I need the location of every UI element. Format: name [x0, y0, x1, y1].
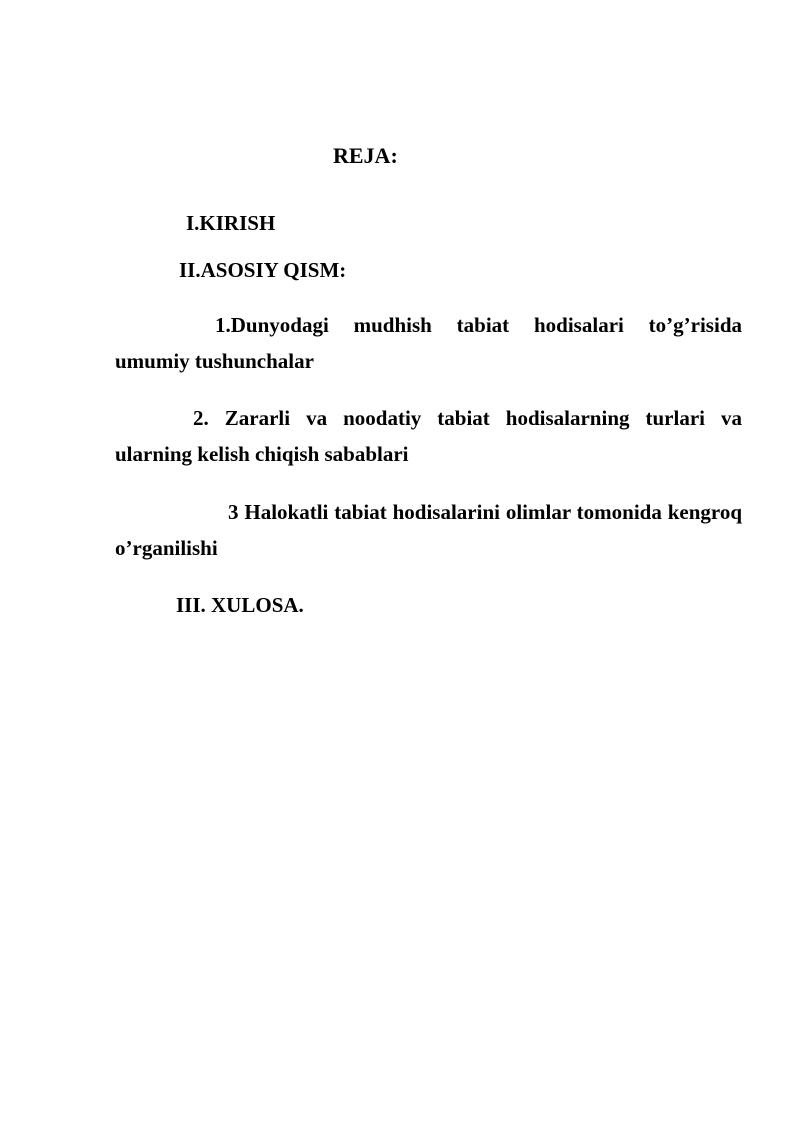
section-main: II.ASOSIY QISM:: [179, 258, 347, 282]
section-intro: I.KIRISH: [186, 211, 276, 235]
plan-item-1: 1.Dunyodagi mudhish tabiat hodisalari to’g’risida umumiy tushunchalar: [115, 313, 742, 373]
plan-item-3: 3 Halokatli tabiat hodisalarini olimlar tomonida kengroq o’rganilishi: [115, 500, 742, 560]
plan-item-2: 2. Zararli va noodatiy tabiat hodisalarning turlari va ularning kelish chiqish sabablari: [115, 406, 742, 466]
plan-title: REJA:: [333, 143, 398, 168]
section-conclusion: III. XULOSA.: [176, 593, 304, 617]
